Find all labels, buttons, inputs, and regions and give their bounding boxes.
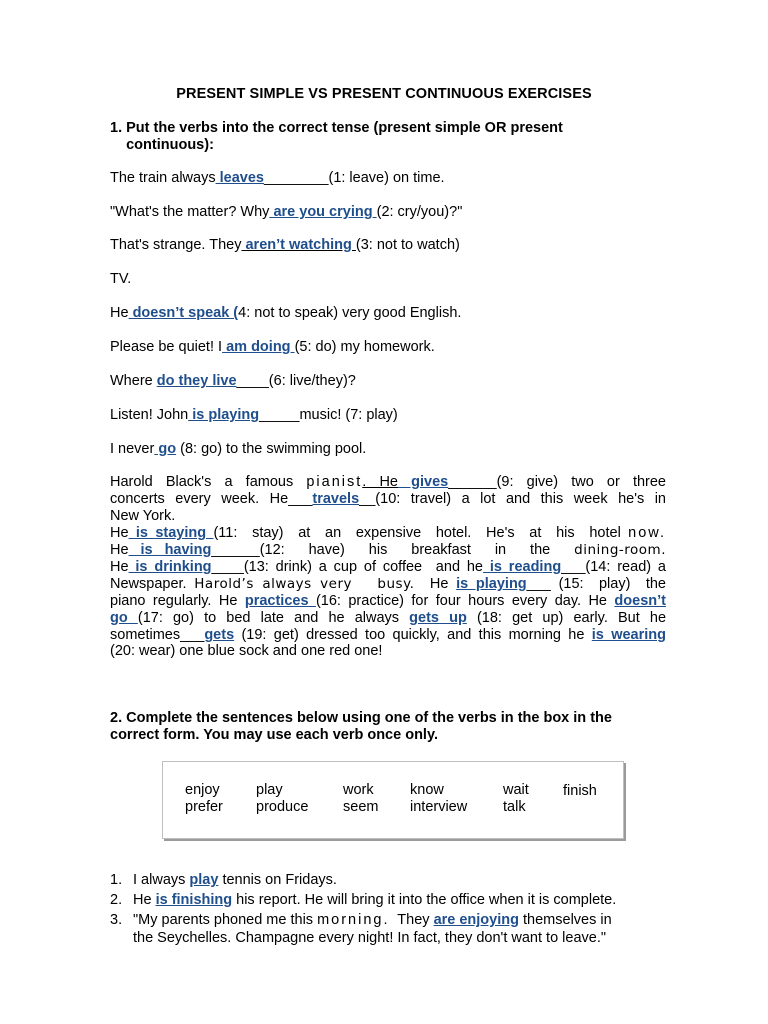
exercise-2-heading-line2: correct form. You may use each verb once only. [110, 727, 438, 743]
sentence-text: "What's the matter? Why [110, 204, 270, 220]
item-text: tennis on Fridays. [218, 872, 337, 888]
answer-9: gives [397, 474, 449, 490]
answer-15: is playing [456, 576, 527, 592]
answer-17-cont: go [110, 610, 138, 626]
answer-20: is wearing [591, 627, 667, 643]
item-number: 2. [110, 892, 123, 908]
sentence-text: (2: cry/you)?" [376, 204, 463, 220]
exercise-1-heading [110, 120, 670, 154]
answer-1: leaves [215, 170, 264, 186]
blank: ____ [211, 559, 244, 575]
answer-10: travels [312, 491, 360, 507]
blank: ___ [288, 491, 313, 507]
sentence-text: The train always [110, 170, 216, 186]
item-text: morning. [317, 912, 390, 928]
paragraph-text: sometimes [110, 627, 181, 643]
answer-14: is reading [483, 559, 562, 575]
paragraph-text: (19: get) dressed too quickly, and this morning he [234, 627, 592, 643]
page-title: PRESENT SIMPLE VS PRESENT CONTINUOUS EXERCISES [176, 86, 592, 102]
paragraph-text: piano regularly. He [110, 593, 245, 609]
answer-8: go [154, 441, 177, 457]
verb-wait: wait [503, 782, 529, 798]
paragraph-text: (9: give) two or three [496, 474, 666, 490]
answer-3: aren’t watching [241, 237, 356, 253]
answer-4: doesn’t speak ( [128, 305, 239, 321]
sentence-text: (3: not to watch) [355, 237, 460, 253]
answer-17: doesn’t [614, 593, 666, 609]
sentence-3-continued: TV. [110, 271, 132, 287]
answer-16: practices [244, 593, 316, 609]
item-number: 1. [110, 872, 123, 888]
item-number: 3. [110, 912, 123, 928]
paragraph-text: (12: have) his breakfast in the [259, 542, 575, 558]
blank: _____ [259, 407, 300, 423]
sentence-text: (6: live/they)? [268, 373, 356, 389]
blank: ________ [263, 170, 329, 186]
verb-produce: produce [256, 799, 309, 815]
sentence-text: music! (7: play) [299, 407, 398, 423]
answer-13: is drinking [128, 559, 212, 575]
paragraph-text: He [110, 542, 129, 558]
sentence-text: (8: go) to the swimming pool. [176, 441, 367, 457]
list-item [110, 911, 612, 930]
answer-18: gets up [409, 610, 467, 626]
paragraph-line-9 [110, 610, 666, 627]
blank: ______ [211, 542, 260, 558]
verb-know: know [410, 782, 444, 798]
verb-interview: interview [410, 799, 468, 815]
sentence-6 [110, 373, 356, 390]
paragraph-text: concerts every week. He [110, 491, 289, 507]
paragraph-text: (16: practice) for four hours every day. He [315, 593, 615, 609]
verb-box [162, 761, 624, 839]
sentence-text: (1: leave) on time. [328, 170, 445, 186]
paragraph-text: now. [628, 525, 666, 541]
paragraph-line-10 [110, 627, 666, 644]
sentence-4 [110, 305, 461, 322]
sentence-text: Listen! John [110, 407, 189, 423]
sentence-text: I never [110, 441, 155, 457]
paragraph-line-1 [110, 474, 666, 491]
answer-2-1: play [189, 872, 219, 888]
exercise-2-heading-line1: 2. Complete the sentences below using one of the verbs in the box in the [110, 710, 612, 726]
answer-7: is playing [188, 407, 260, 423]
paragraph-line-2 [110, 491, 666, 508]
answer-6: do they live [156, 373, 237, 389]
paragraph-text: dining-room. [574, 542, 666, 558]
item-text: He [133, 892, 156, 908]
blank: ____ [236, 373, 269, 389]
paragraph-line-5 [110, 542, 666, 559]
paragraph-text: (10: travel) a lot and this week he's in [375, 491, 666, 507]
paragraph-text: pianist [306, 474, 363, 490]
verb-play: play [256, 782, 283, 798]
sentence-5 [110, 339, 435, 356]
sentence-1 [110, 170, 445, 187]
paragraph-text: Newspaper. [110, 576, 195, 592]
sentence-text: (5: do) my homework. [294, 339, 435, 355]
list-item [110, 871, 337, 890]
paragraph-text: Harold Black's a famous [110, 474, 307, 490]
blank: __ [359, 491, 376, 507]
verb-finish: finish [563, 783, 597, 799]
answer-19: gets [204, 627, 235, 643]
item-text: They [389, 912, 434, 928]
item-text: his report. He will bring it into the office when it is complete. [232, 892, 617, 908]
verb-talk: talk [503, 799, 526, 815]
verb-enjoy: enjoy [185, 782, 220, 798]
paragraph-text: (11: stay) at an expensive hotel. He's at his hotel [213, 525, 629, 541]
paragraph-text: (13: drink) a cup of coffee and he [243, 559, 483, 575]
answer-5: am doing [222, 339, 295, 355]
item-text: I always [133, 872, 190, 888]
paragraph-line-7 [110, 576, 666, 593]
paragraph-line-6 [110, 559, 666, 576]
answer-2-3: are enjoying [433, 912, 519, 928]
sentence-text: Please be quiet! I [110, 339, 223, 355]
list-item [110, 891, 616, 910]
answer-2-2: is finishing [155, 892, 233, 908]
item-text: "My parents phoned me this [133, 912, 318, 928]
item-text: themselves in [518, 912, 612, 928]
paragraph-text: Harold’s always very busy. [194, 576, 415, 592]
paragraph-text: He [110, 525, 129, 541]
list-item-continuation: the Seychelles. Champagne every night! In fact, they don't want to leave." [133, 930, 606, 946]
paragraph-text: (17: go) to bed late and he always [137, 610, 410, 626]
sentence-7 [110, 407, 398, 424]
sentence-8 [110, 441, 366, 458]
sentence-text: He [110, 305, 129, 321]
paragraph-line-4 [110, 525, 666, 542]
verb-prefer: prefer [185, 799, 223, 815]
paragraph-text: (14: read) a [585, 559, 666, 575]
sentence-text: Where [110, 373, 157, 389]
sentence-3 [110, 237, 460, 254]
blank: ___ [180, 627, 205, 643]
paragraph-text: (18: get up) early. But he [466, 610, 667, 626]
sentence-2 [110, 204, 462, 221]
blank: ______ [448, 474, 497, 490]
answer-2: are you crying [269, 204, 377, 220]
paragraph-line-3: New York. [110, 508, 176, 524]
exercise-1-heading-line1: 1. Put the verbs into the correct tense (present simple OR present [110, 120, 563, 136]
paragraph-text: He [414, 576, 457, 592]
sentence-text: 4: not to speak) very good English. [238, 305, 462, 321]
answer-11: is staying [128, 525, 214, 541]
verb-seem: seem [343, 799, 379, 815]
blank: ___ [561, 559, 586, 575]
blank: ___ [526, 576, 551, 592]
verb-work: work [343, 782, 374, 798]
paragraph-text: . He [362, 474, 398, 490]
paragraph-text: (15: play) the [550, 576, 666, 592]
sentence-text: That's strange. They [110, 237, 242, 253]
exercise-1-heading-line2: continuous): [110, 137, 214, 153]
answer-12: is having [128, 542, 212, 558]
exercise-2-heading [110, 710, 670, 744]
paragraph-text: He [110, 559, 129, 575]
paragraph-line-11: (20: wear) one blue sock and one red one! [110, 643, 383, 659]
paragraph-line-8 [110, 593, 666, 610]
